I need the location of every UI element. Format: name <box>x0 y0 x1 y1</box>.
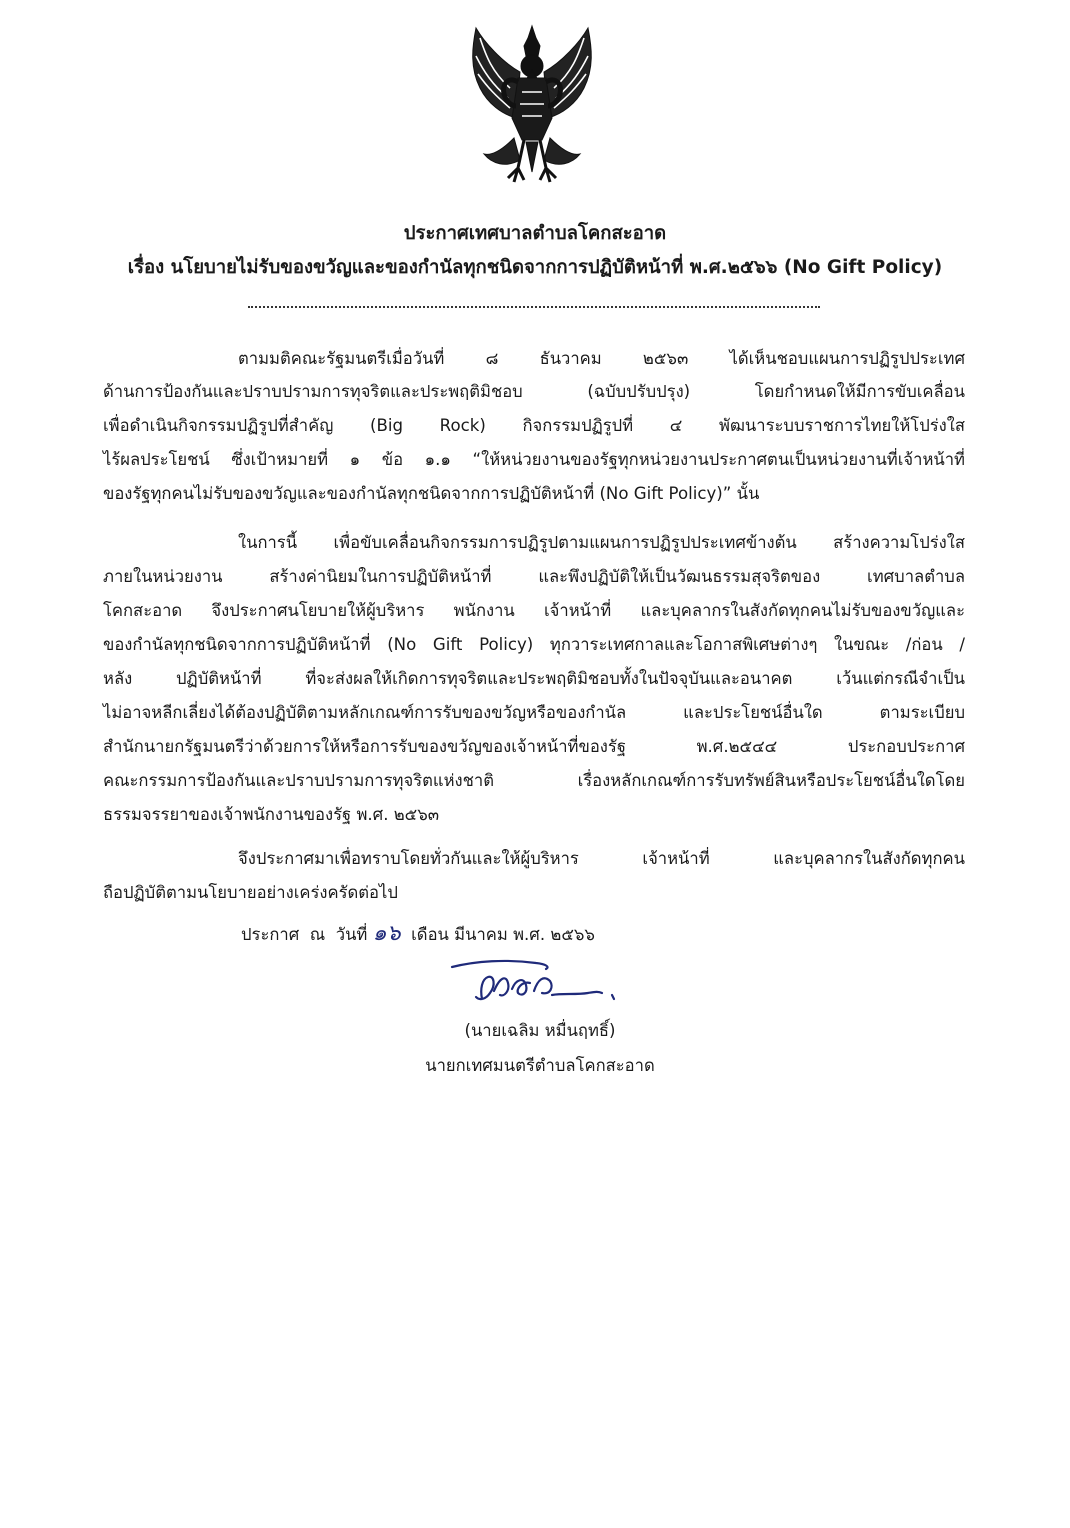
signer-position: นายกเทศมนตรีตำบลโคกสะอาด <box>425 1056 655 1075</box>
paragraph-line: ไร้ผลประโยชน์ ซึ่งเป้าหมายที่ ๑ ข้อ ๑.๑ “ให้หน่วยงานของรัฐทุกหน่วยงานประกาศตนเป็นหน่วยงานที่เจ้าหน้าที่ <box>103 450 965 469</box>
paragraph-line: หลัง ปฏิบัติหน้าที่ ที่จะส่งผลให้เกิดการทุจริตและประพฤติมิชอบทั้งในปัจจุบันและอนาคต เว้นแต่กรณีจำเป็น <box>103 669 965 688</box>
paragraph-line: จึงประกาศมาเพื่อทราบโดยทั่วกันและให้ผู้บริหาร เจ้าหน้าที่ และบุคลากรในสังกัดทุกคน <box>238 849 965 868</box>
paragraph-line: ด้านการป้องกันและปราบปรามการทุจริตและประพฤติมิชอบ (ฉบับปรับปรุง) โดยกำหนดให้มีการขับเคลื่อน <box>103 382 965 401</box>
handwritten-day: ๑๖ <box>372 921 401 946</box>
paragraph-line: ของรัฐทุกคนไม่รับของขวัญและของกำนัลทุกชนิดจากการปฏิบัติหน้าที่ (No Gift Policy)” นั้น <box>103 484 760 503</box>
dotted-divider <box>248 296 820 308</box>
paragraph-line: ไม่อาจหลีกเลี่ยงได้ต้องปฏิบัติตามหลักเกณฑ์การรับของขวัญหรือของกำนัล และประโยชน์อื่นใด ตามระเบียบ <box>103 703 965 722</box>
paragraph-line: สำนักนายกรัฐมนตรีว่าด้วยการให้หรือการรับของขวัญของเจ้าหน้าที่ของรัฐ พ.ศ.๒๕๔๔ ประกอบประกาศ <box>103 737 965 756</box>
signature-icon <box>446 955 626 1011</box>
garuda-emblem-icon <box>462 22 602 190</box>
announcement-subject: เรื่อง นโยบายไม่รับของขวัญและของกำนัลทุกชนิดจากการปฏิบัติหน้าที่ พ.ศ.๒๕๖๖ (No Gift Policy) <box>127 257 943 278</box>
paragraph-line: ในการนี้ เพื่อขับเคลื่อนกิจกรรมการปฏิรูปตามแผนการปฏิรูปประเทศข้างต้น สร้างความโปร่งใส <box>238 533 965 552</box>
signer-name: (นายเฉลิม หมื่นฤทธิ์) <box>464 1021 616 1040</box>
date-prefix: ประกาศ ณ วันที่ <box>241 925 368 944</box>
paragraph-line: ภายในหน่วยงาน สร้างค่านิยมในการปฏิบัติหน้าที่ และพึงปฏิบัติให้เป็นวัฒนธรรมสุจริตของ เทศบาลตำบล <box>103 567 965 586</box>
date-suffix: เดือน มีนาคม พ.ศ. ๒๕๖๖ <box>411 925 595 944</box>
announcement-date <box>241 915 595 950</box>
paragraph-line: ถือปฏิบัติตามนโยบายอย่างเคร่งครัดต่อไป <box>103 883 398 902</box>
paragraph-line: คณะกรรมการป้องกันและปราบปรามการทุจริตแห่งชาติ เรื่องหลักเกณฑ์การรับทรัพย์สินหรือประโยชน์อื่นใดโดย <box>103 771 965 790</box>
paragraph-line: ตามมติคณะรัฐมนตรีเมื่อวันที่ ๘ ธันวาคม ๒๕๖๓ ได้เห็นชอบแผนการปฏิรูปประเทศ <box>238 349 965 368</box>
announcement-title: ประกาศเทศบาลตำบลโคกสะอาด <box>403 223 667 244</box>
paragraph-line: ของกำนัลทุกชนิดจากการปฏิบัติหน้าที่ (No Gift Policy) ทุกวาระเทศกาลและโอกาสพิเศษต่างๆ ในขณะ /ก่อน / <box>103 635 965 654</box>
paragraph-line: ธรรมจรรยาของเจ้าพนักงานของรัฐ พ.ศ. ๒๕๖๓ <box>103 805 440 824</box>
paragraph-line: เพื่อดำเนินกิจกรรมปฏิรูปที่สำคัญ (Big Rock) กิจกรรมปฏิรูปที่ ๔ พัฒนาระบบราชการไทยให้โปร่งใส <box>103 416 965 435</box>
paragraph-line: โคกสะอาด จึงประกาศนโยบายให้ผู้บริหาร พนักงาน เจ้าหน้าที่ และบุคลากรในสังกัดทุกคนไม่รับของขวัญและ <box>103 601 965 620</box>
